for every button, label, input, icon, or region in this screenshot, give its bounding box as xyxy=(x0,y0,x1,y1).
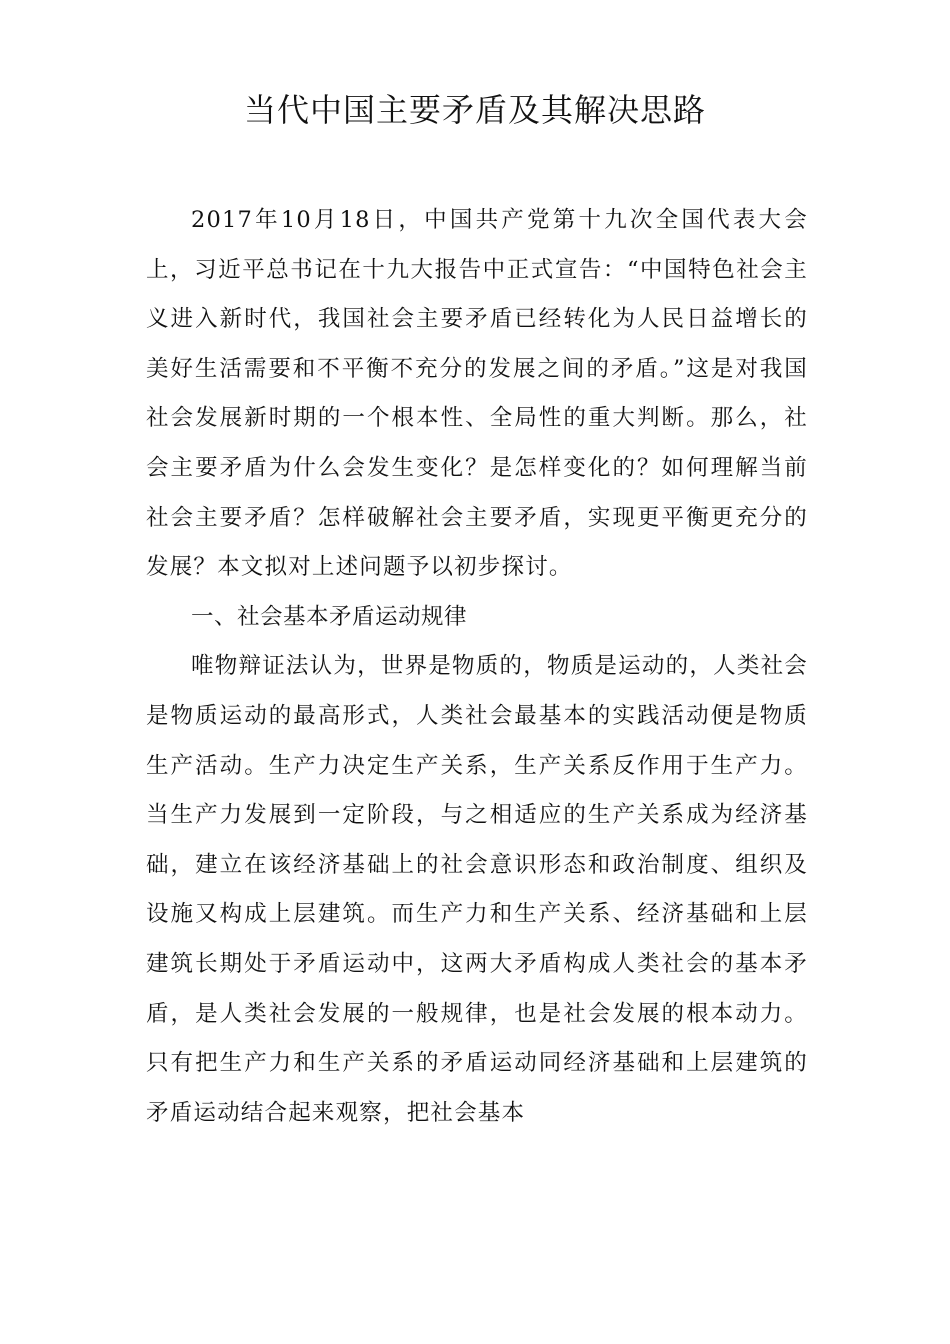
document-body xyxy=(146,196,808,1138)
document-title: 当代中国主要矛盾及其解决思路 xyxy=(243,91,706,129)
intro-paragraph: 2017年10月18日，中国共产党第十九次全国代表大会上，习近平总书记在十九大报告中正式宣告：“中国特色社会主义进入新时代，我国社会主要矛盾已经转化为人民日益增长的美好生活需要和不平衡不充分的发展之间的矛盾。”这是对我国社会发展新时期的一个根本性、全局性的重大判断。那么，社会主要矛盾为什么会发生变化？是怎样变化的？如何理解当前社会主要矛盾？怎样破解社会主要矛盾，实现更平衡更充分的发展？本文拟对上述问题予以初步探讨。 xyxy=(146,207,808,581)
section-heading: 一、社会基本矛盾运动规律 xyxy=(191,603,468,630)
section-paragraph: 唯物辩证法认为，世界是物质的，物质是运动的，人类社会是物质运动的最高形式，人类社会最基本的实践活动便是物质生产活动。生产力决定生产关系，生产关系反作用于生产力。当生产力发展到一定阶段，与之相适应的生产关系成为经济基础，建立在该经济基础上的社会意识形态和政治制度、组织及设施又构成上层建筑。而生产力和生产关系、经济基础和上层建筑长期处于矛盾运动中，这两大矛盾构成人类社会的基本矛盾，是人类社会发展的一般规律，也是社会发展的根本动力。只有把生产力和生产关系的矛盾运动同经济基础和上层建筑的矛盾运动结合起来观察，把社会基本 xyxy=(146,653,808,1126)
